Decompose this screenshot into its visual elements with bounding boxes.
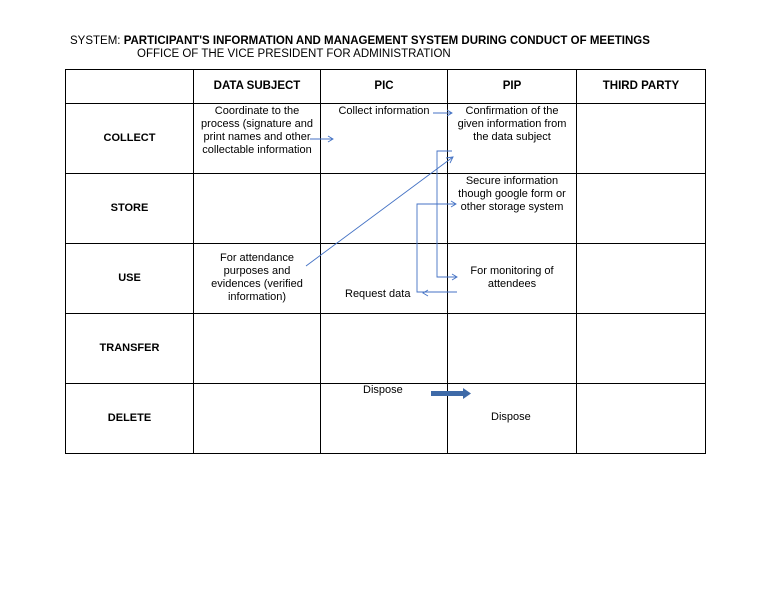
cell-store-pip [448,174,577,244]
row-label-collect: COLLECT [66,104,194,174]
cell-collect-third-party [577,104,706,174]
cell-delete-pic [321,384,448,454]
system-prefix: SYSTEM: [70,35,124,47]
header-third-party: THIRD PARTY [577,70,706,104]
row-use [66,244,706,314]
row-label-store: STORE [66,174,194,244]
cell-transfer-pic [321,314,448,384]
row-label-use: USE [66,244,194,314]
collect-pip-text: Confirmation of the given information from the data subject [457,105,567,143]
header-row [66,70,706,104]
row-collect [66,104,706,174]
cell-delete-pip [448,384,577,454]
cell-delete-data-subject [194,384,321,454]
cell-use-pic [321,244,448,314]
row-delete [66,384,706,454]
header-pip: PIP [448,70,577,104]
header-pic: PIC [321,70,448,104]
cell-collect-pip [448,104,577,174]
cell-transfer-data-subject [194,314,321,384]
row-store [66,174,706,244]
cell-use-data-subject [194,244,321,314]
delete-pic-text: Dispose [363,384,403,396]
header-data-subject: DATA SUBJECT [194,70,321,104]
use-pip-text: For monitoring of attendees [470,265,554,290]
cell-transfer-third-party [577,314,706,384]
cell-store-pic [321,174,448,244]
delete-pip-text: Dispose [491,411,531,423]
data-flow-table [65,69,706,454]
cell-transfer-pip [448,314,577,384]
cell-delete-third-party [577,384,706,454]
row-label-transfer: TRANSFER [66,314,194,384]
collect-data-subject-text: Coordinate to the process (signature and print names and other collectable information [201,105,313,156]
cell-store-data-subject [194,174,321,244]
cell-collect-data-subject [194,104,321,174]
cell-store-third-party [577,174,706,244]
use-data-subject-text: For attendance purposes and evidences (verified information) [211,252,303,303]
system-title-line [70,35,650,47]
store-pip-text: Secure information though google form or other storage system [458,175,566,213]
cell-use-pip [448,244,577,314]
system-title: PARTICIPANT'S INFORMATION AND MANAGEMENT SYSTEM DURING CONDUCT OF MEETINGS [123,35,650,47]
header-empty [66,70,194,104]
cell-collect-pic [321,104,448,174]
office-subtitle: OFFICE OF THE VICE PRESIDENT FOR ADMINISTRATION [137,48,451,60]
row-transfer [66,314,706,384]
collect-pic-text: Collect information [338,105,430,117]
row-label-delete: DELETE [66,384,194,454]
use-pic-text: Request data [345,288,411,300]
cell-use-third-party [577,244,706,314]
